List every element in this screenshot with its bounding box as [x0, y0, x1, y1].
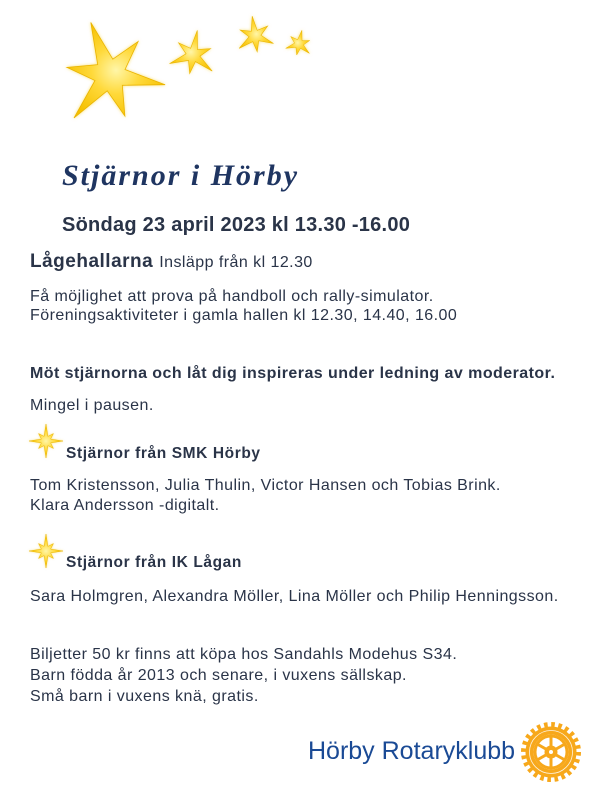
star-icon: [29, 534, 63, 568]
star-icon: [28, 533, 64, 569]
group-heading-ik-lagan: Stjärnor från IK Lågan: [66, 554, 242, 571]
page-title: Stjärnor i Hörby: [62, 159, 300, 192]
wheel-keyway: [549, 750, 553, 754]
star-icon: [170, 30, 213, 73]
intro-line: Få möjlighet att prova på handboll och rally-simulator.: [30, 288, 434, 305]
mingle-text: Mingel i pausen.: [30, 397, 154, 414]
star-icon: [28, 423, 64, 459]
group-names-line: Tom Kristensson, Julia Thulin, Victor Hansen och Tobias Brink.: [30, 477, 501, 494]
event-date: Söndag 23 april 2023 kl 13.30 -16.00: [62, 214, 411, 236]
star-icon: [29, 424, 63, 458]
organizer-name: Hörby Rotaryklubb: [308, 737, 516, 765]
star-cluster: [0, 0, 340, 140]
intro-line: Föreningsaktiviteter i gamla hallen kl 12.30, 14.40, 16.00: [30, 307, 458, 324]
star-icon: [286, 30, 310, 55]
venue-note: Insläpp från kl 12.30: [159, 254, 313, 271]
ticket-line: Biljetter 50 kr finns att köpa hos Sandahls Modehus S34.: [30, 646, 458, 663]
ticket-line: Barn födda år 2013 och senare, i vuxens sällskap.: [30, 667, 407, 684]
star-icon: [239, 16, 273, 52]
venue-name: Lågehallarna: [30, 251, 154, 272]
venue-line: [30, 250, 313, 275]
group-names-line: Sara Holmgren, Alexandra Möller, Lina Möller och Philip Henningsson.: [30, 588, 559, 605]
group-names-line: Klara Andersson -digitalt.: [30, 497, 220, 514]
group-heading-smk: Stjärnor från SMK Hörby: [66, 445, 261, 462]
star-icon: [67, 22, 165, 118]
rotary-wheel-icon: [520, 721, 582, 783]
ticket-line: Små barn i vuxens knä, gratis.: [30, 688, 259, 705]
highlight-text: Möt stjärnorna och låt dig inspireras under ledning av moderator.: [30, 365, 556, 382]
